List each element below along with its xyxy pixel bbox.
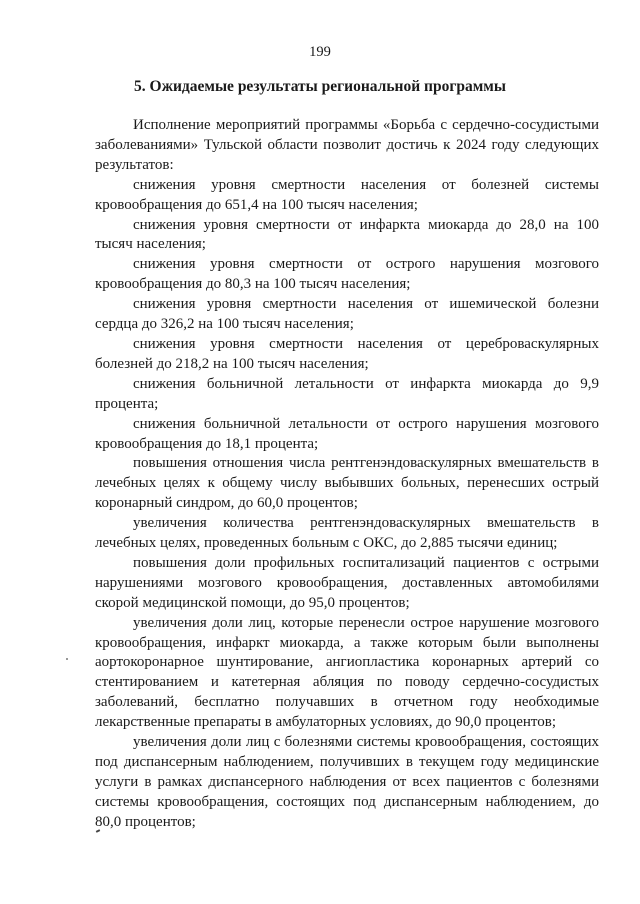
scan-speck bbox=[66, 658, 68, 660]
result-item: снижения уровня смертности населения от ишемической болезни сердца до 326,2 на 100 тысяч населения; bbox=[95, 296, 599, 333]
result-item: снижения больничной летальности от инфаркта миокарда до 9,9 процента; bbox=[95, 375, 599, 412]
result-item: снижения больничной летальности от острого нарушения мозгового кровообращения до 18,1 процента; bbox=[95, 415, 599, 452]
result-item: снижения уровня смертности от острого нарушения мозгового кровообращения до 80,3 на 100 тысяч населения; bbox=[95, 256, 599, 293]
result-item: снижения уровня смертности от инфаркта миокарда до 28,0 на 100 тысяч населения; bbox=[95, 216, 599, 253]
intro-paragraph: Исполнение мероприятий программы «Борьба с сердечно-сосудистыми заболеваниями» Тульской области позволит достичь к 2024 году следующих результатов: bbox=[95, 117, 599, 173]
result-item: увеличения доли лиц с болезнями системы кровообращения, состоящих под диспансерным наблюдением, получивших в текущем году медицинские услуги в рамках диспансерного наблюдения от всех пациентов с болезнями системы кровообращения, состоящих под диспансерным наблюдением, до 80,0 процентов; bbox=[95, 734, 599, 830]
result-item: снижения уровня смертности населения от цереброваскулярных болезней до 218,2 на 100 тысяч населения; bbox=[95, 335, 599, 372]
page-number: 199 bbox=[309, 44, 331, 60]
result-item: снижения уровня смертности населения от болезней системы кровообращения до 651,4 на 100 тысяч населения; bbox=[95, 176, 599, 213]
result-item: увеличения количества рентгенэндоваскулярных вмешательств в лечебных целях, проведенных больным с ОКС, до 2,885 тысячи единиц; bbox=[95, 515, 599, 552]
document-body bbox=[95, 116, 599, 833]
result-item: повышения отношения числа рентгенэндоваскулярных вмешательств в лечебных целях к общему числу выбывших больных, перенесших острый коронарный синдром, до 60,0 процентов; bbox=[95, 455, 599, 512]
section-heading: 5. Ожидаемые результаты региональной программы bbox=[134, 78, 506, 95]
result-item: увеличения доли лиц, которые перенесли острое нарушение мозгового кровообращения, инфаркт миокарда, а также которым были выполнены аортокоронарное шунтирование, ангиопластика коронарных артерий со стентированием и катетерная абляция по поводу сердечно-сосудистых заболеваний, бесплатно получавших в отчетном году необходимые лекарственные препараты в амбулаторных условиях, до 90,0 процентов; bbox=[95, 614, 599, 731]
result-item: повышения доли профильных госпитализаций пациентов с острыми нарушениями мозгового кровообращения, доставленных автомобилями скорой медицинской помощи, до 95,0 процентов; bbox=[95, 554, 599, 611]
